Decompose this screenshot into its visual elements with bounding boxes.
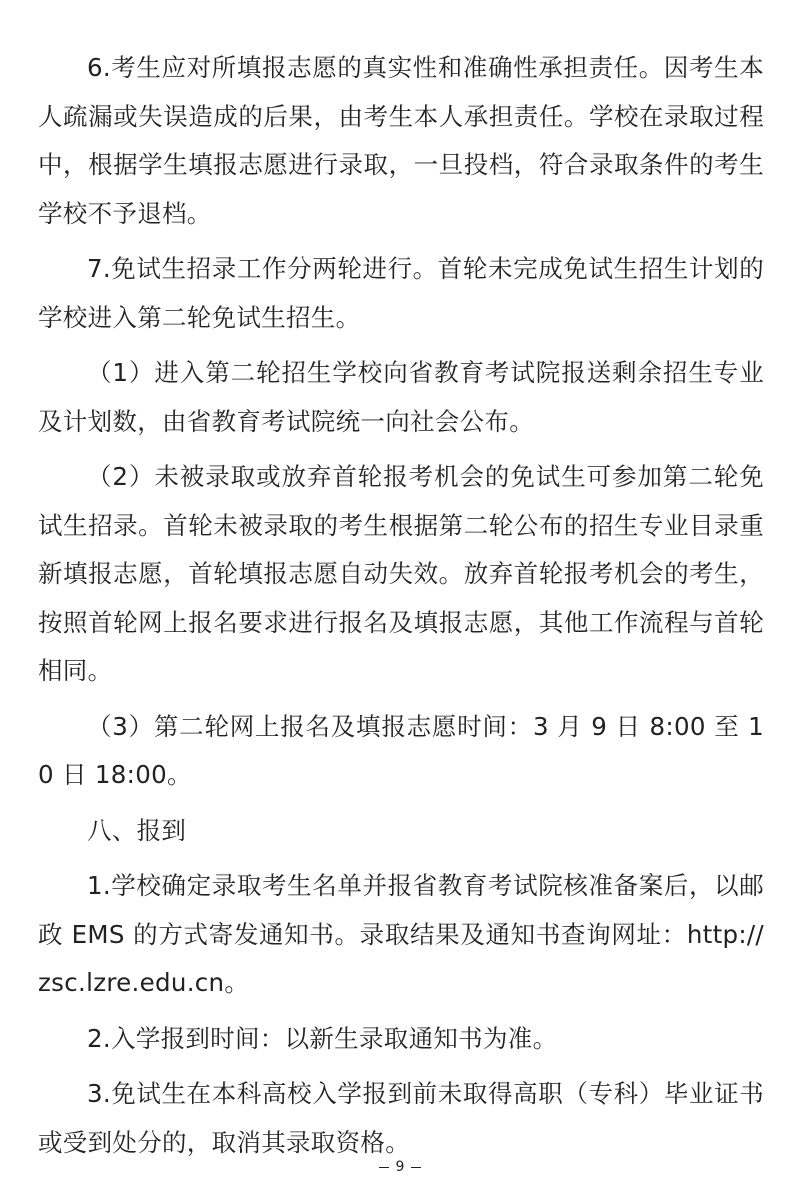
page-number: 9 (395, 1159, 405, 1175)
section-heading: 八、报到 (87, 815, 187, 845)
paragraph-subitem-3: （3）第二轮网上报名及填报志愿时间：3 月 9 日 8:00 至 10 日 18:00。 (38, 711, 764, 789)
paragraph-item-7: 7.免试生招录工作分两轮进行。首轮未完成免试生招生计划的学校进入第二轮免试生招生。 (38, 254, 764, 332)
paragraph-item-6: 6.考生应对所填报志愿的真实性和准确性承担责任。因考生本人疏漏或失误造成的后果，由考生本人承担责任。学校在录取过程中，根据学生填报志愿进行录取，一旦投档，符合录取条件的考生学校不予退档。 (38, 53, 764, 228)
footer-dash-right (411, 1167, 421, 1168)
paragraph-report-3: 3.免试生在本科高校入学报到前未取得高职（专科）毕业证书或受到处分的，取消其录取资格。 (38, 1079, 764, 1157)
paragraph-report-1: 1.学校确定录取考生名单并报省教育考试院核准备案后，以邮政 EMS 的方式寄发通知书。录取结果及通知书查询网址：http://zsc.lzre.edu.cn。 (38, 871, 764, 997)
footer-dash-left (379, 1167, 389, 1168)
document-body (38, 44, 764, 1174)
paragraph-report-2: 2.入学报到时间：以新生录取通知书为准。 (87, 1023, 558, 1053)
page-footer (0, 1158, 800, 1176)
paragraph-subitem-1: （1）进入第二轮招生学校向省教育考试院报送剩余招生专业及计划数，由省教育考试院统一向社会公布。 (38, 358, 764, 436)
paragraph-subitem-2: （2）未被录取或放弃首轮报考机会的免试生可参加第二轮免试生招录。首轮未被录取的考生根据第二轮公布的招生专业目录重新填报志愿，首轮填报志愿自动失效。放弃首轮报考机会的考生，按照首轮网上报名要求进行报名及填报志愿，其他工作流程与首轮相同。 (38, 462, 764, 685)
